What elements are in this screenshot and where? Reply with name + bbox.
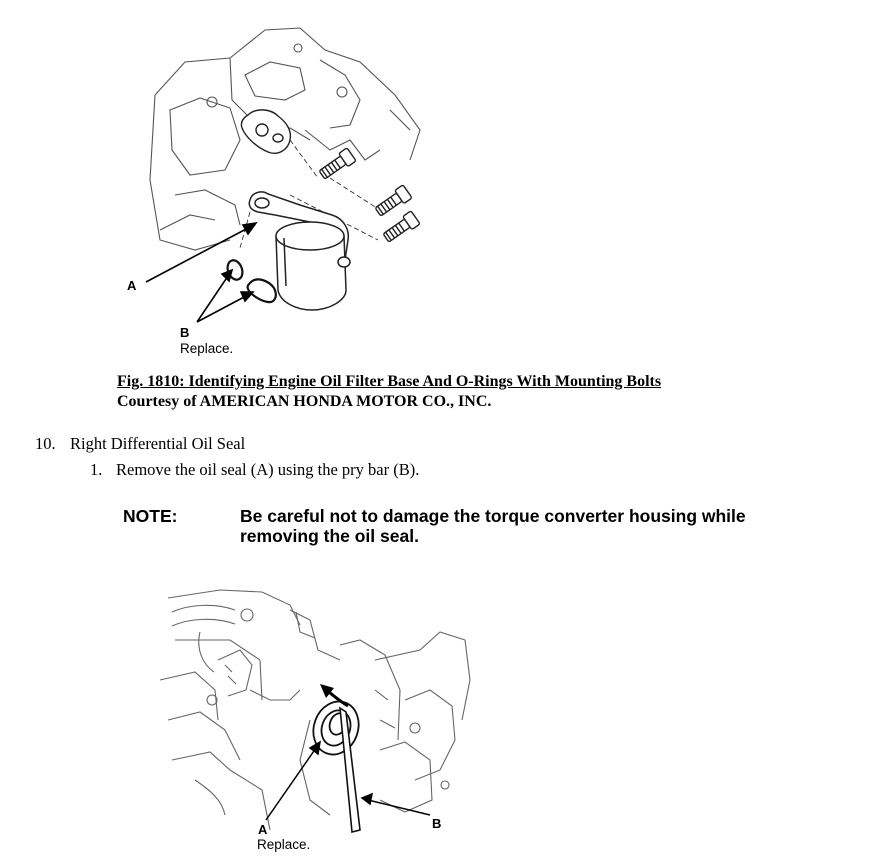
step-10-number: 10.: [35, 434, 56, 453]
fig1-callout-note: Replace.: [180, 341, 234, 356]
substep-1-text: Remove the oil seal (A) using the pry bar (B).: [116, 460, 420, 479]
figure-caption-title: Fig. 1810: Identifying Engine Oil Filter Base And O-Rings With Mounting Bolts: [117, 373, 662, 390]
substep-1-number: 1.: [90, 460, 103, 479]
note-label: NOTE:: [123, 506, 178, 526]
fig2-callout-b: B: [432, 816, 442, 831]
note-text: Be careful not to damage the torque converter housing while removing the oil seal.: [240, 506, 746, 546]
fig2-callout-note: Replace.: [257, 837, 311, 852]
fig2-callout-a: A: [258, 822, 268, 837]
step-10-title: Right Differential Oil Seal: [70, 434, 246, 453]
fig1-callout-a: A: [127, 278, 137, 293]
fig1-callout-b: B: [180, 325, 190, 340]
figure-caption-credit: Courtesy of AMERICAN HONDA MOTOR CO., INC.: [117, 393, 492, 410]
